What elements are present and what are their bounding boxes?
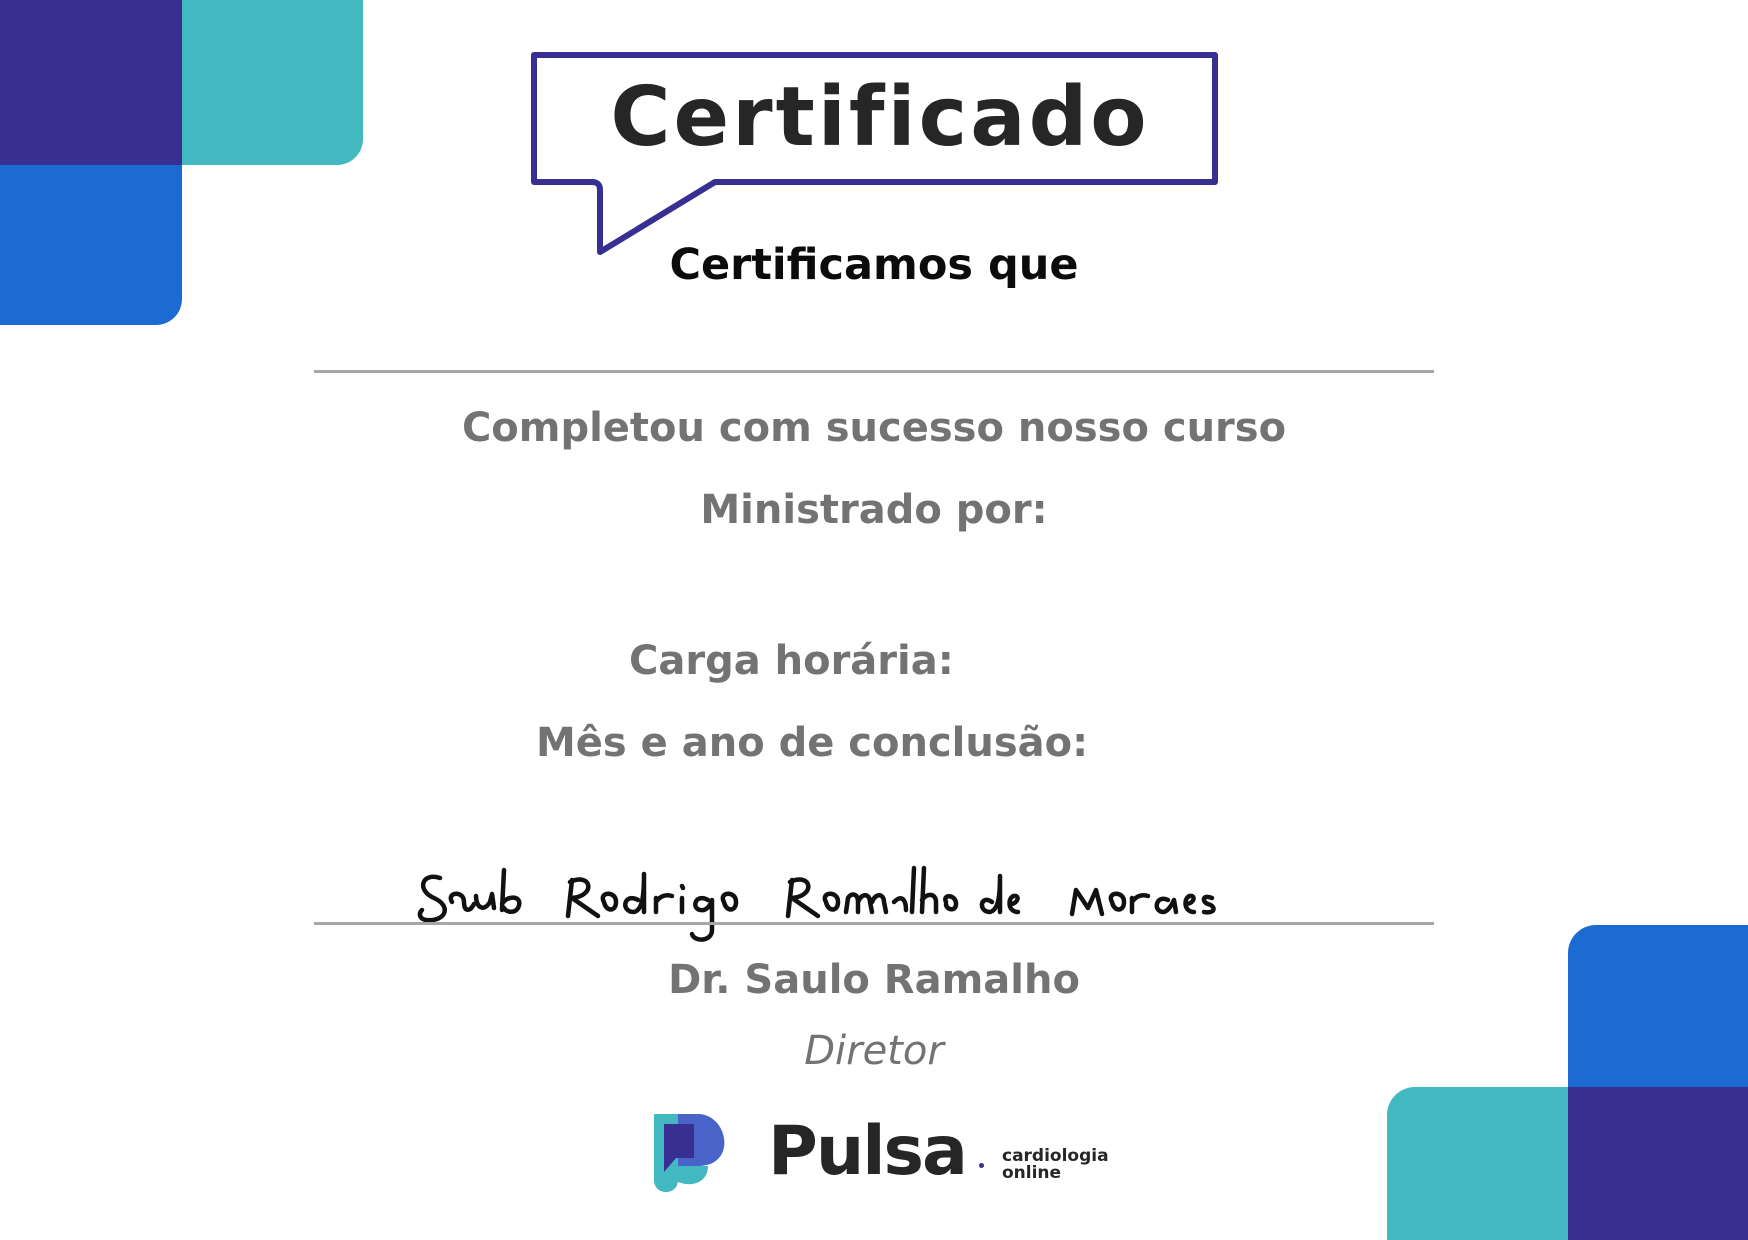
logo-tagline-line1: cardiologia — [1002, 1146, 1109, 1166]
recipient-name-line — [314, 370, 1434, 373]
logo-separator-dot — [979, 1163, 984, 1168]
corner-block-blue-bottom-right — [1568, 925, 1748, 1087]
corner-block-teal-bottom-right — [1387, 1087, 1568, 1240]
pulsa-logo-icon — [650, 1110, 740, 1200]
signature-line — [314, 922, 1434, 925]
completion-text: Completou com sucesso nosso curso — [461, 405, 1287, 451]
certificate-subtitle: Certificamos que — [669, 240, 1079, 290]
hours-label: Carga horária: — [629, 638, 954, 684]
corner-block-navy-bottom-right — [1568, 1087, 1748, 1240]
certificate-title: Certificado — [610, 70, 1150, 165]
signatory-name: Dr. Saulo Ramalho — [668, 957, 1080, 1003]
completion-date-label: Mês e ano de conclusão: — [536, 720, 1089, 766]
corner-block-teal-top-left — [182, 0, 363, 165]
logo-tagline — [1002, 1148, 1109, 1182]
instructor-label: Ministrado por: — [700, 487, 1048, 533]
signatory-role: Diretor — [804, 1028, 944, 1074]
corner-block-navy-top-left — [0, 0, 182, 165]
director-signature — [412, 850, 1342, 950]
corner-block-blue-top-left — [0, 165, 182, 325]
pulsa-brand-name: Pulsa — [768, 1112, 966, 1191]
logo-tagline-line2: online — [1002, 1163, 1062, 1183]
